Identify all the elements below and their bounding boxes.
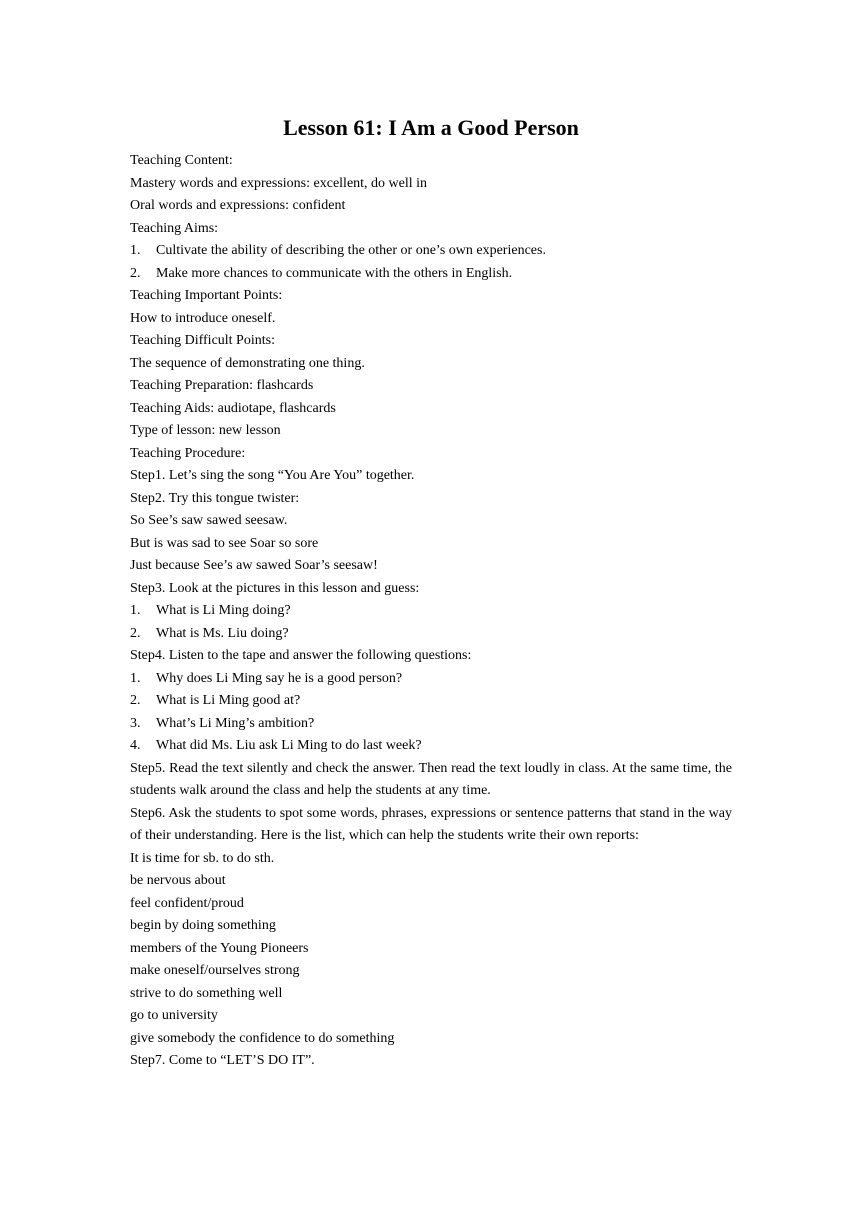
item-number: 2.	[130, 265, 141, 281]
phrase-item: begin by doing something	[130, 918, 276, 933]
step4-heading: Step4. Listen to the tape and answer the following questions:	[130, 648, 472, 663]
text-line: Teaching Preparation: flashcards	[130, 378, 314, 393]
text-line: Teaching Procedure:	[130, 445, 246, 461]
step4-item	[130, 668, 732, 691]
phrase-item: be nervous about	[130, 873, 226, 888]
item-number: 1.	[130, 670, 141, 686]
item-number: 1.	[130, 243, 141, 258]
document-page	[130, 114, 732, 1073]
text-line: Teaching Important Points:	[130, 288, 283, 303]
phrase-item: It is time for sb. to do sth.	[130, 850, 275, 866]
text-line: Step3. Look at the pictures in this lesson and guess:	[130, 580, 420, 596]
phrase-item: members of the Young Pioneers	[130, 940, 309, 956]
item-text: Make more chances to communicate with the others in English.	[156, 265, 513, 281]
step4-item	[130, 713, 732, 736]
step3-item	[130, 623, 732, 646]
text-line: The sequence of demonstrating one thing.	[130, 355, 365, 371]
text-line: Teaching Aims:	[130, 220, 219, 236]
step3-item	[130, 600, 732, 623]
item-text: What’s Li Ming’s ambition?	[156, 715, 315, 731]
phrase-item: go to university	[130, 1008, 218, 1023]
item-number: 2.	[130, 693, 141, 708]
item-number: 2.	[130, 625, 141, 641]
text-line: Step2. Try this tongue twister:	[130, 490, 300, 506]
item-number: 3.	[130, 715, 141, 731]
phrase-item: strive to do something well	[130, 985, 283, 1001]
step5-paragraph: Step5. Read the text silently and check the answer. Then read the text loudly in class. At the same time, the students walk around the class and help the students at any time.	[130, 760, 732, 798]
text-line: Mastery words and expressions: excellent, do well in	[130, 175, 428, 191]
item-text: Cultivate the ability of describing the other or one’s own experiences.	[156, 243, 546, 258]
item-text: What did Ms. Liu ask Li Ming to do last week?	[156, 738, 422, 753]
text-line: Teaching Difficult Points:	[130, 333, 275, 348]
phrase-item: give somebody the confidence to do something	[130, 1030, 395, 1046]
item-text: What is Li Ming good at?	[156, 693, 301, 708]
item-text: What is Ms. Liu doing?	[156, 625, 289, 641]
text-line: Teaching Aids: audiotape, flashcards	[130, 400, 336, 416]
step4-item	[130, 690, 732, 713]
item-number: 1.	[130, 603, 141, 618]
text-line: Type of lesson: new lesson	[130, 423, 281, 438]
step4-item	[130, 735, 732, 758]
text-line: Just because See’s aw sawed Soar’s seesaw!	[130, 558, 378, 573]
text-line: How to introduce oneself.	[130, 310, 276, 326]
text-line: Teaching Content:	[130, 153, 233, 168]
text-line: Step1. Let’s sing the song “You Are You” together.	[130, 468, 415, 483]
text-line: But is was sad to see Soar so sore	[130, 535, 319, 551]
text-line: So See’s saw sawed seesaw.	[130, 513, 288, 528]
step7-line: Step7. Come to “LET’S DO IT”.	[130, 1053, 315, 1068]
item-text: What is Li Ming doing?	[156, 603, 291, 618]
item-number: 4.	[130, 738, 141, 753]
lesson-title: Lesson 61: I Am a Good Person	[283, 115, 579, 140]
aim-item	[130, 263, 732, 286]
text-line: Oral words and expressions: confident	[130, 198, 346, 213]
phrase-item: feel confident/proud	[130, 895, 244, 911]
aim-item	[130, 240, 732, 263]
item-text: Why does Li Ming say he is a good person?	[156, 670, 403, 686]
phrase-item: make oneself/ourselves strong	[130, 963, 300, 978]
step6-paragraph: Step6. Ask the students to spot some words, phrases, expressions or sentence patterns that stand in the way of their understanding. Here is the list, which can help the students write their own reports:	[130, 805, 732, 843]
